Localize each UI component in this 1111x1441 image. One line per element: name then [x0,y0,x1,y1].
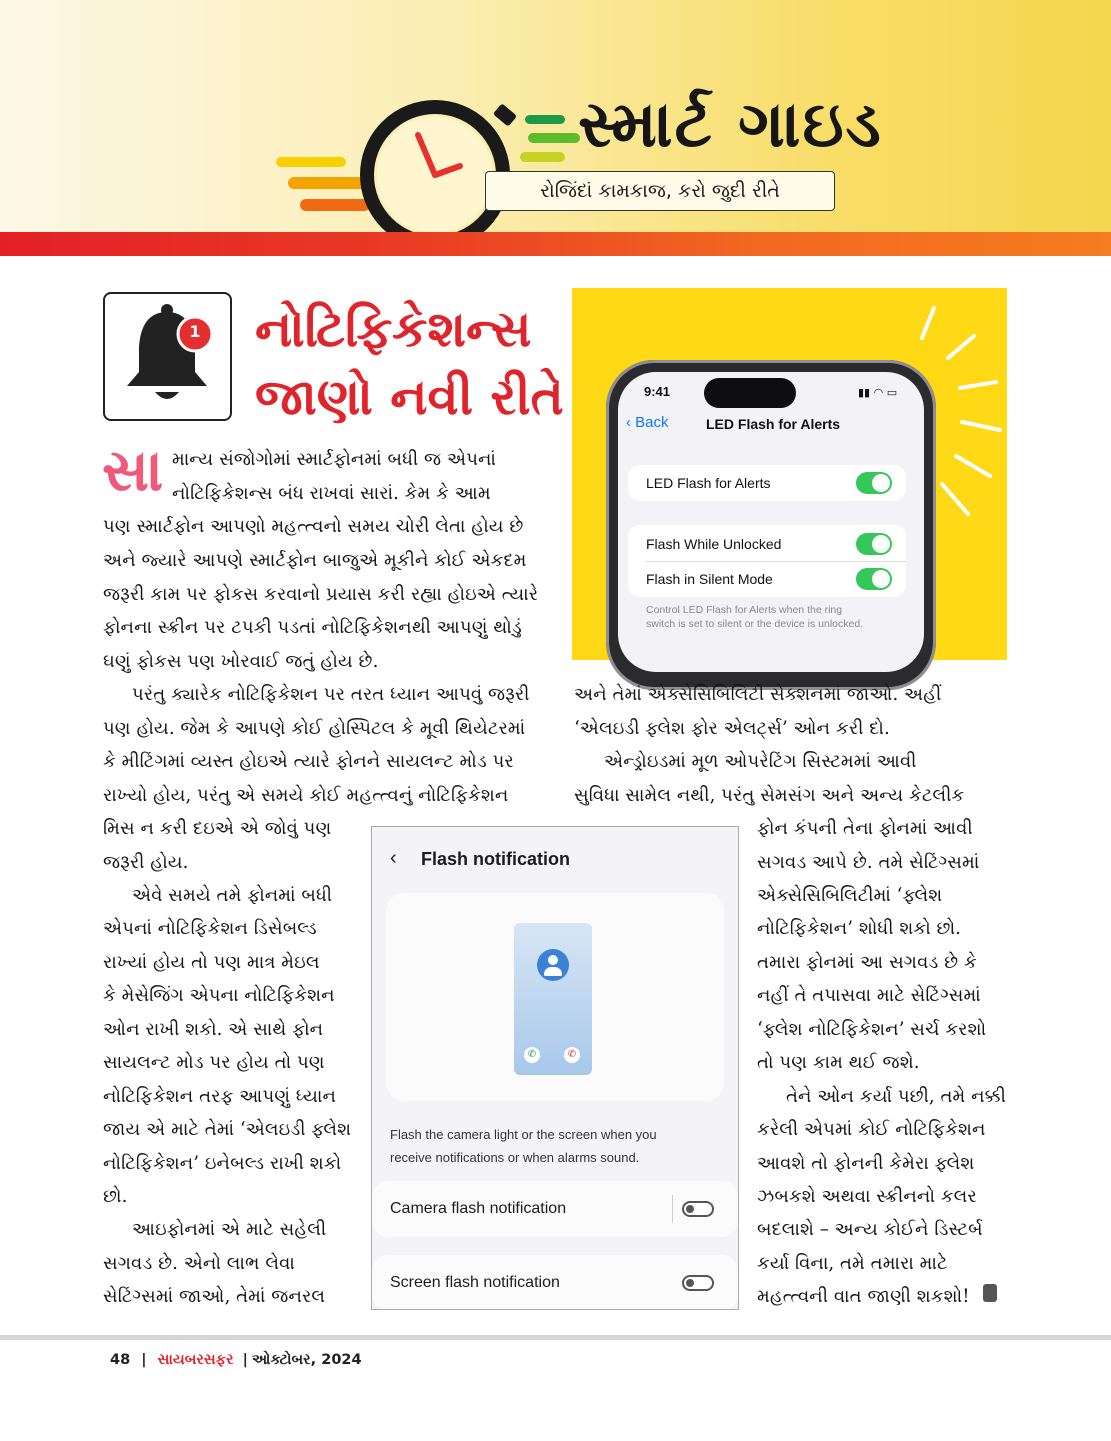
settings-row-led-flash[interactable] [628,465,906,501]
article-title-line1: નોટિફિકેશન્સ [255,300,532,358]
bell-badge-count: 1 [189,322,201,341]
end-mark-icon [983,1284,997,1302]
body-line: તેને ઓન કર્યા પછી, તમે નક્કી [786,1086,1006,1107]
body-line: નોટિફિકેશન્સ બંધ રાખવાં સારાં. કેમ કે આમ [172,483,491,504]
body-line: આઇફોનમાં એ માટે સહેલી [132,1219,327,1240]
status-icons: ▮▮ ◠ ▭ [858,386,898,399]
body-line: સાયલન્ટ મોડ પર હોય તો પણ [103,1052,325,1073]
header-divider [0,232,1111,256]
body-line: જાય એ માટે તેમાં ‘એલઇડી ફ્લેશ [103,1119,352,1140]
body-line: રાખ્યાં હોય તો પણ માત્ર મેઇલ [103,952,320,973]
android-settings-image [371,826,739,1310]
preview-card [386,893,724,1101]
magazine-name: સાયબરસફર [157,1352,234,1368]
row-divider [646,561,906,562]
footer-divider [0,1335,1111,1340]
option-screen-flash[interactable] [372,1255,738,1310]
contact-avatar-icon [537,949,569,981]
body-line: સગવડ છે. એનો લાભ લેવા [103,1253,295,1274]
screen-title: Flash notification [421,849,571,869]
body-line: મિસ ન કરી દઇએ એ જોવું પણ [103,818,332,839]
option-divider [672,1195,673,1223]
status-time: 9:41 [644,384,671,399]
flash-silent-toggle[interactable] [856,568,892,590]
body-line: મહત્ત્વની વાત જાણી શકશો! [757,1286,970,1307]
option-label: Camera flash notification [390,1200,567,1217]
dynamic-island [704,378,796,408]
body-line: છો. [103,1186,128,1207]
body-line: રાખ્યો હોય, પરંતુ એ સમયે કોઈ મહત્ત્વનું નોટિફિકેશન [103,785,509,806]
body-line: એક્સેસિબિલિટીમાં ‘ફ્લેશ [757,885,943,906]
body-line: એવે સમયે તમે ફોનમાં બધી [132,885,333,906]
body-line: જરૂરી હોય. [103,852,189,873]
body-line: સગવડ આપે છે. તમે સેટિંગ્સમાં [757,852,980,873]
body-line: બદલાશે – અન્ય કોઈને ડિસ્ટર્બ [757,1219,983,1240]
camera-flash-toggle[interactable] [682,1201,714,1217]
body-line: કે મીટિંગમાં વ્યસ્ત હોઇએ ત્યારે ફોનને સાયલન્ટ મોડ પર [103,751,514,772]
body-line: ‘એલઇડી ફ્લેશ ફોર એલર્ટ્સ’ ઓન કરી દો. [574,718,890,739]
body-line: આવશે તો ફોનની કેમેરા ફ્લેશ [757,1153,975,1174]
decline-call-icon: ✆ [564,1047,580,1063]
body-line: તમારા ફોનમાં આ સગવડ છે કે [757,952,977,973]
body-line: નોટિફિકેશન’ શોધી શકો છો. [757,918,961,939]
settings-group-flash-options [628,525,906,597]
screen-flash-toggle[interactable] [682,1275,714,1291]
section-title: સ્માર્ટ ગાઇડ [578,88,883,162]
body-line: ઓન રાખી શકો. એ સાથે ફોન [103,1019,324,1040]
body-line: ઘણું ફોકસ પણ ખોરવાઈ જતું હોય છે. [103,651,379,672]
back-button[interactable]: ‹ Back [626,414,669,431]
body-line: જરૂરી કામ પર ફોકસ કરવાનો પ્રયાસ કરી રહ્યા હોઇએ ત્યારે [103,584,539,605]
body-line: નહીં તે તપાસવા માટે સેટિંગ્સમાં [757,985,981,1006]
nav-title: LED Flash for Alerts [706,416,841,432]
body-line: તો પણ કામ થઈ જશે. [757,1052,920,1073]
body-line: ઝબકશે અથવા સ્ક્રીનનો કલર [757,1186,977,1207]
footnote: switch is set to silent or the device is unlocked. [646,618,864,630]
article-title-line2: જાણો નવી રીતે [255,368,564,426]
section-subtitle: રોજિંદાં કામકાજ, કરો જુદી રીતે [485,171,835,211]
description: receive notifications or when alarms sound. [390,1150,640,1165]
page-number: 48 [110,1352,131,1368]
body-line: પણ હોય. જેમ કે આપણે કોઈ હોસ્પિટલ કે મૂવી થિયેટરમાં [103,718,526,739]
back-arrow-icon[interactable]: ‹ [390,847,397,869]
notification-bell-box [103,292,232,421]
body-line: કર્યા વિના, તમે તમારા માટે [757,1253,948,1274]
body-line: અને તેમાં એક્સેસિબિલિટી સેક્શનમાં જાઓ. અહીં [574,684,942,705]
body-line: અને જ્યારે આપણે સ્માર્ટફોન બાજુએ મૂકીને કોઈ એકદમ [103,550,527,571]
led-flash-toggle[interactable] [856,472,892,494]
row-label: LED Flash for Alerts [646,475,771,491]
body-line: કરેલી એપમાં કોઈ નોટિફિકેશન [757,1119,986,1140]
body-line: નોટિફિકેશન’ ઇનેબલ્ડ રાખી શકો [103,1153,342,1174]
accept-call-icon: ✆ [524,1047,540,1063]
chevron-left-icon: ‹ [626,414,631,431]
body-line: પરંતુ ક્યારેક નોટિફિકેશન પર તરત ધ્યાન આપવું જરૂરી [132,684,530,705]
option-camera-flash[interactable] [372,1181,738,1237]
issue-date: ઓક્ટોબર, 2024 [251,1352,362,1368]
body-line: ફોન કંપની તેના ફોનમાં આવી [757,818,973,839]
flash-unlocked-toggle[interactable] [856,533,892,555]
row-label: Flash While Unlocked [646,536,782,552]
body-line: સુવિધા સામેલ નથી, પરંતુ સેમસંગ અને અન્ય કેટલીક [574,785,965,806]
stopwatch-icon [270,100,600,240]
body-line: ‘ફ્લેશ નોટિફિકેશન’ સર્ચ કરશો [757,1019,987,1040]
body-line: ફોનના સ્ક્રીન પર ટપકી પડતાં નોટિફિકેશનથી આપણું થોડું [103,617,522,638]
body-line: માન્ય સંજોગોમાં સ્માર્ટફોનમાં બધી જ એપનાં [172,449,496,470]
body-line: એન્ડ્રોઇડમાં મૂળ ઓપરેટિંગ સિસ્ટમમાં આવી [604,751,917,772]
body-line: એપનાં નોટિફિકેશન ડિસેબલ્ડ [103,918,317,939]
option-label: Screen flash notification [390,1274,560,1291]
bell-icon [105,294,230,419]
drop-cap: સા [102,436,164,504]
body-line: કે મેસેજિંગ એપના નોટિફિકેશન [103,985,335,1006]
row-label: Flash in Silent Mode [646,571,773,587]
phone-preview [514,923,592,1075]
iphone-screen [618,372,924,672]
body-line: નોટિફિકેશન તરફ આપણું ધ્યાન [103,1086,336,1107]
footnote: Control LED Flash for Alerts when the ring [646,604,843,616]
body-line: પણ સ્માર્ટફોન આપણો મહત્ત્વનો સમય ચોરી લેતા હોય છે [103,516,524,537]
page-footer: 48 | સાયબરસફર | ઓક્ટોબર, 2024 [110,1352,362,1368]
description: Flash the camera light or the screen when you [390,1127,657,1142]
body-line: સેટિંગ્સમાં જાઓ, તેમાં જનરલ [103,1286,326,1307]
